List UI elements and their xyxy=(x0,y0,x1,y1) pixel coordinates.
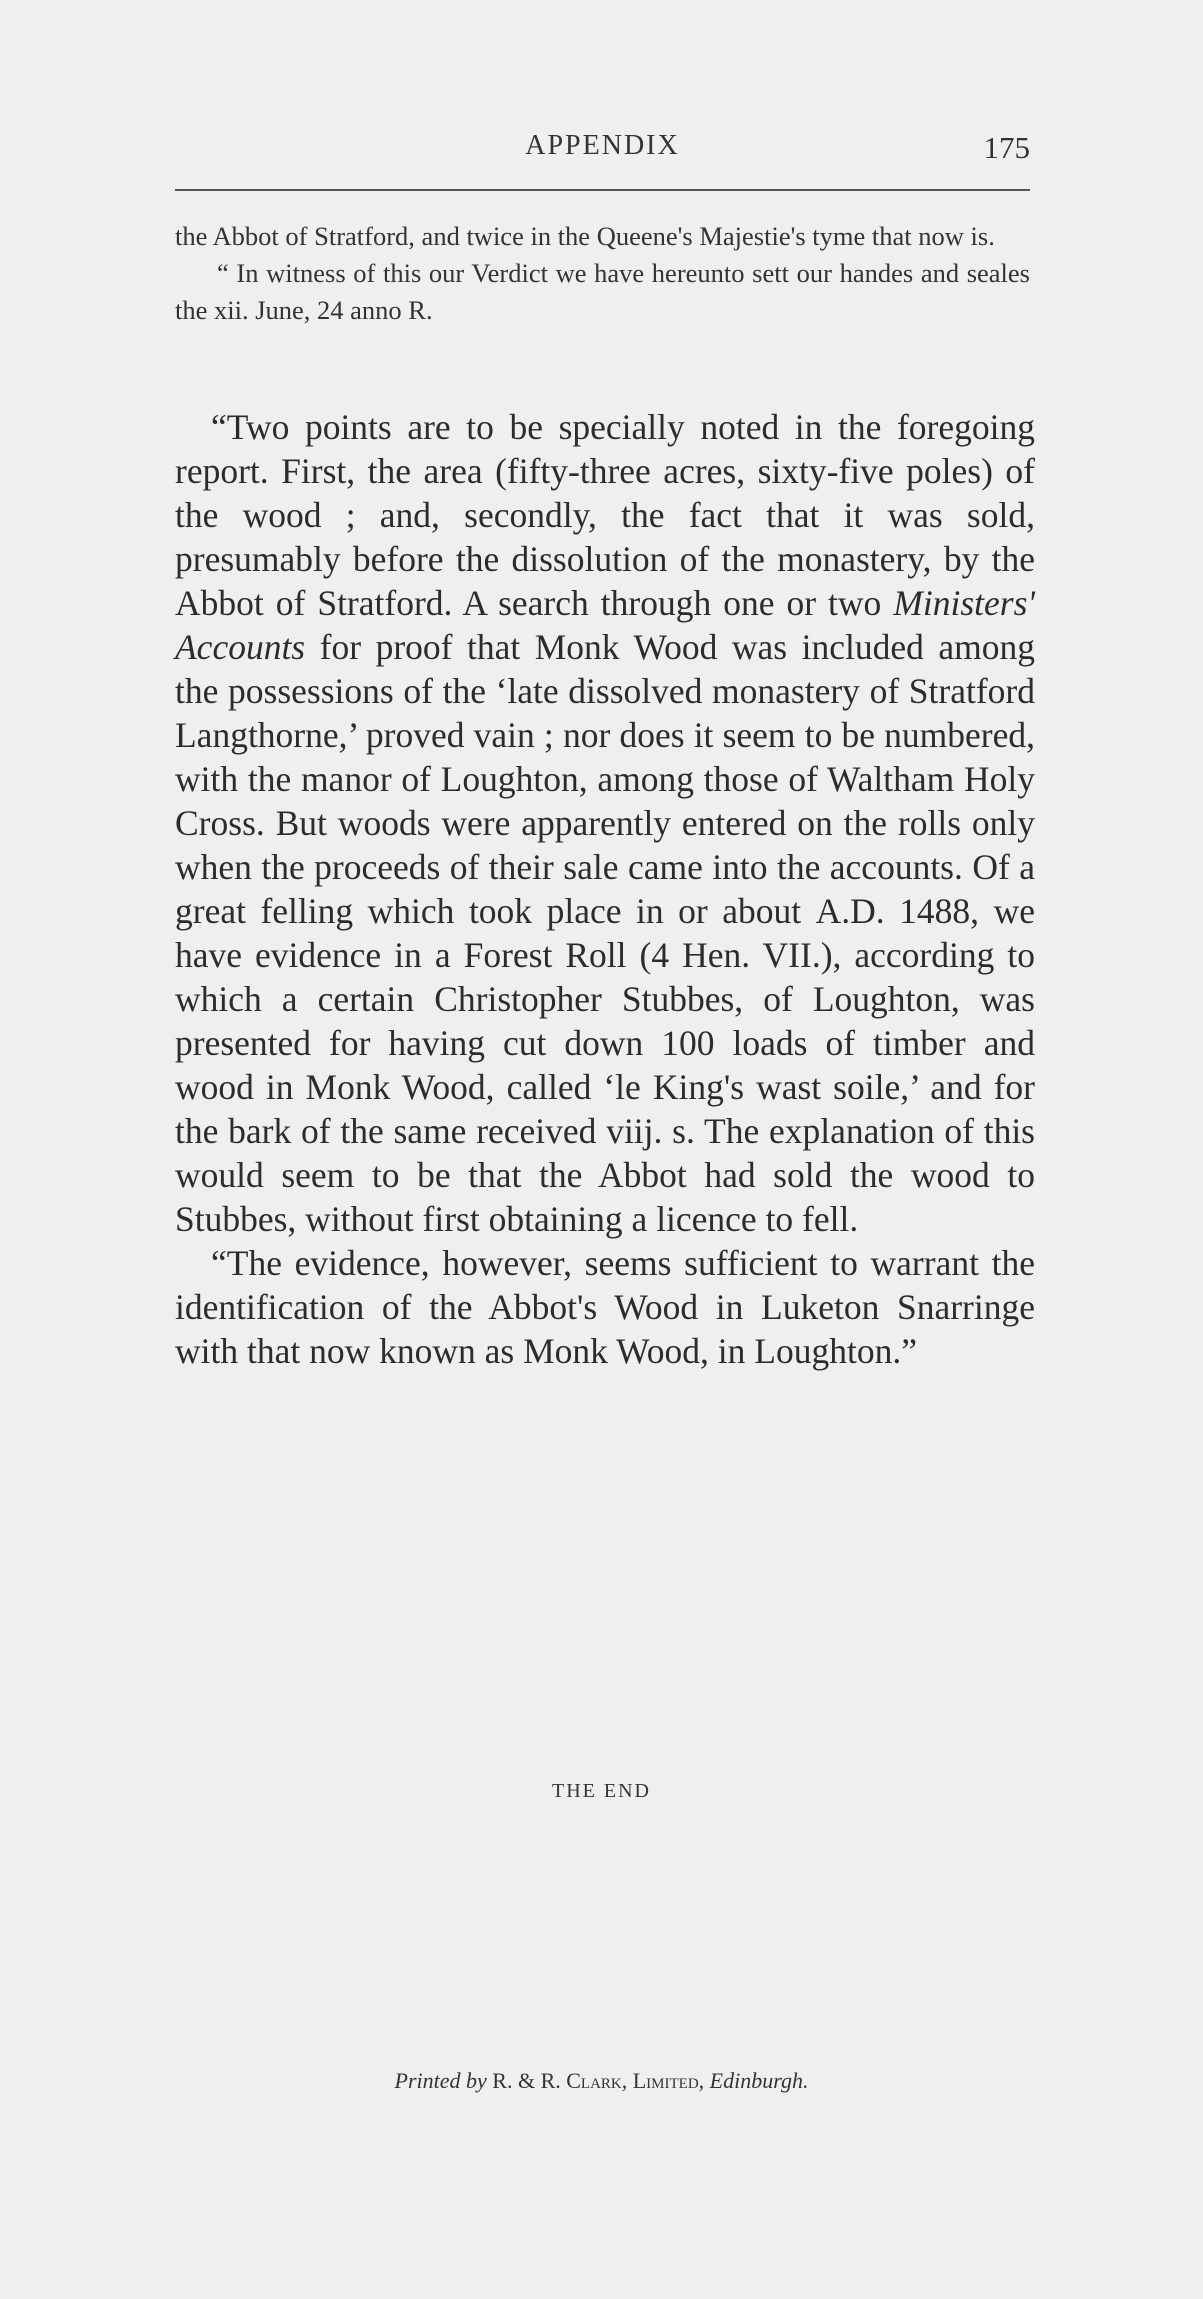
body-text xyxy=(175,405,1035,1373)
body-paragraph-2: “The evidence, however, seems sufficient to warrant the identification of the Abbot's Wood in Luketon Snarringe with that now known as Monk Wood, in Loughton.” xyxy=(175,1243,1035,1371)
printer-name: R. & R. Clark, Limited, xyxy=(492,2068,705,2093)
the-end: THE END xyxy=(552,1780,651,1802)
anno-domini: A.D. xyxy=(815,891,885,931)
running-title: APPENDIX xyxy=(525,130,680,161)
excerpt-paragraph-2: “ In witness of this our Verdict we have hereunto sett our handes and seales the xii. June, 24 anno R. xyxy=(175,258,1030,325)
ministers-accounts-italic: Ministers' Accounts xyxy=(175,583,1035,667)
body-p1-text-c: 1488, we have evidence in a Forest Roll (4 Hen. VII.), according to which a certain Christopher Stubbes, of Loughton, was presented for having cut down 100 loads of timber and wood in Monk Wood, called ‘le King's wast soile,’ and for the bark of the same received viij. s. The explanation of this would seem to be that the Abbot had sold the wood to Stubbes, without first obtaining a licence to fell. xyxy=(175,891,1035,1239)
printer-place: Edinburgh. xyxy=(709,2068,809,2093)
body-paragraph-1 xyxy=(175,405,1035,1241)
page-number: 175 xyxy=(983,130,1030,165)
body-p1-text-a: “Two points are to be specially noted in the foregoing report. First, the area (fifty-three acres, sixty-five poles) of the wood ; and, secondly, the fact that it was sold, presumably before the dissolution of the monastery, by the Abbot of Stratford. A search through one or two xyxy=(175,407,1035,623)
printer-imprint xyxy=(0,2068,1203,2094)
header-rule xyxy=(175,189,1030,191)
excerpt-paragraph-1: the Abbot of Stratford, and twice in the Queene's Majestie's tyme that now is. xyxy=(175,221,995,251)
body-p1-text-b: for proof that Monk Wood was included among the possessions of the ‘late dissolved monastery of Stratford Langthorne,’ proved vain ; nor does it seem to be numbered, with the manor of Loughton, among those of Waltham Holy Cross. But woods were apparently entered on the rolls only when the proceeds of their sale came into the accounts. Of a great felling which took place in or about xyxy=(175,627,1035,931)
running-head xyxy=(175,130,1030,170)
verdict-excerpt xyxy=(175,218,1030,329)
printed-by: Printed by xyxy=(394,2068,487,2093)
